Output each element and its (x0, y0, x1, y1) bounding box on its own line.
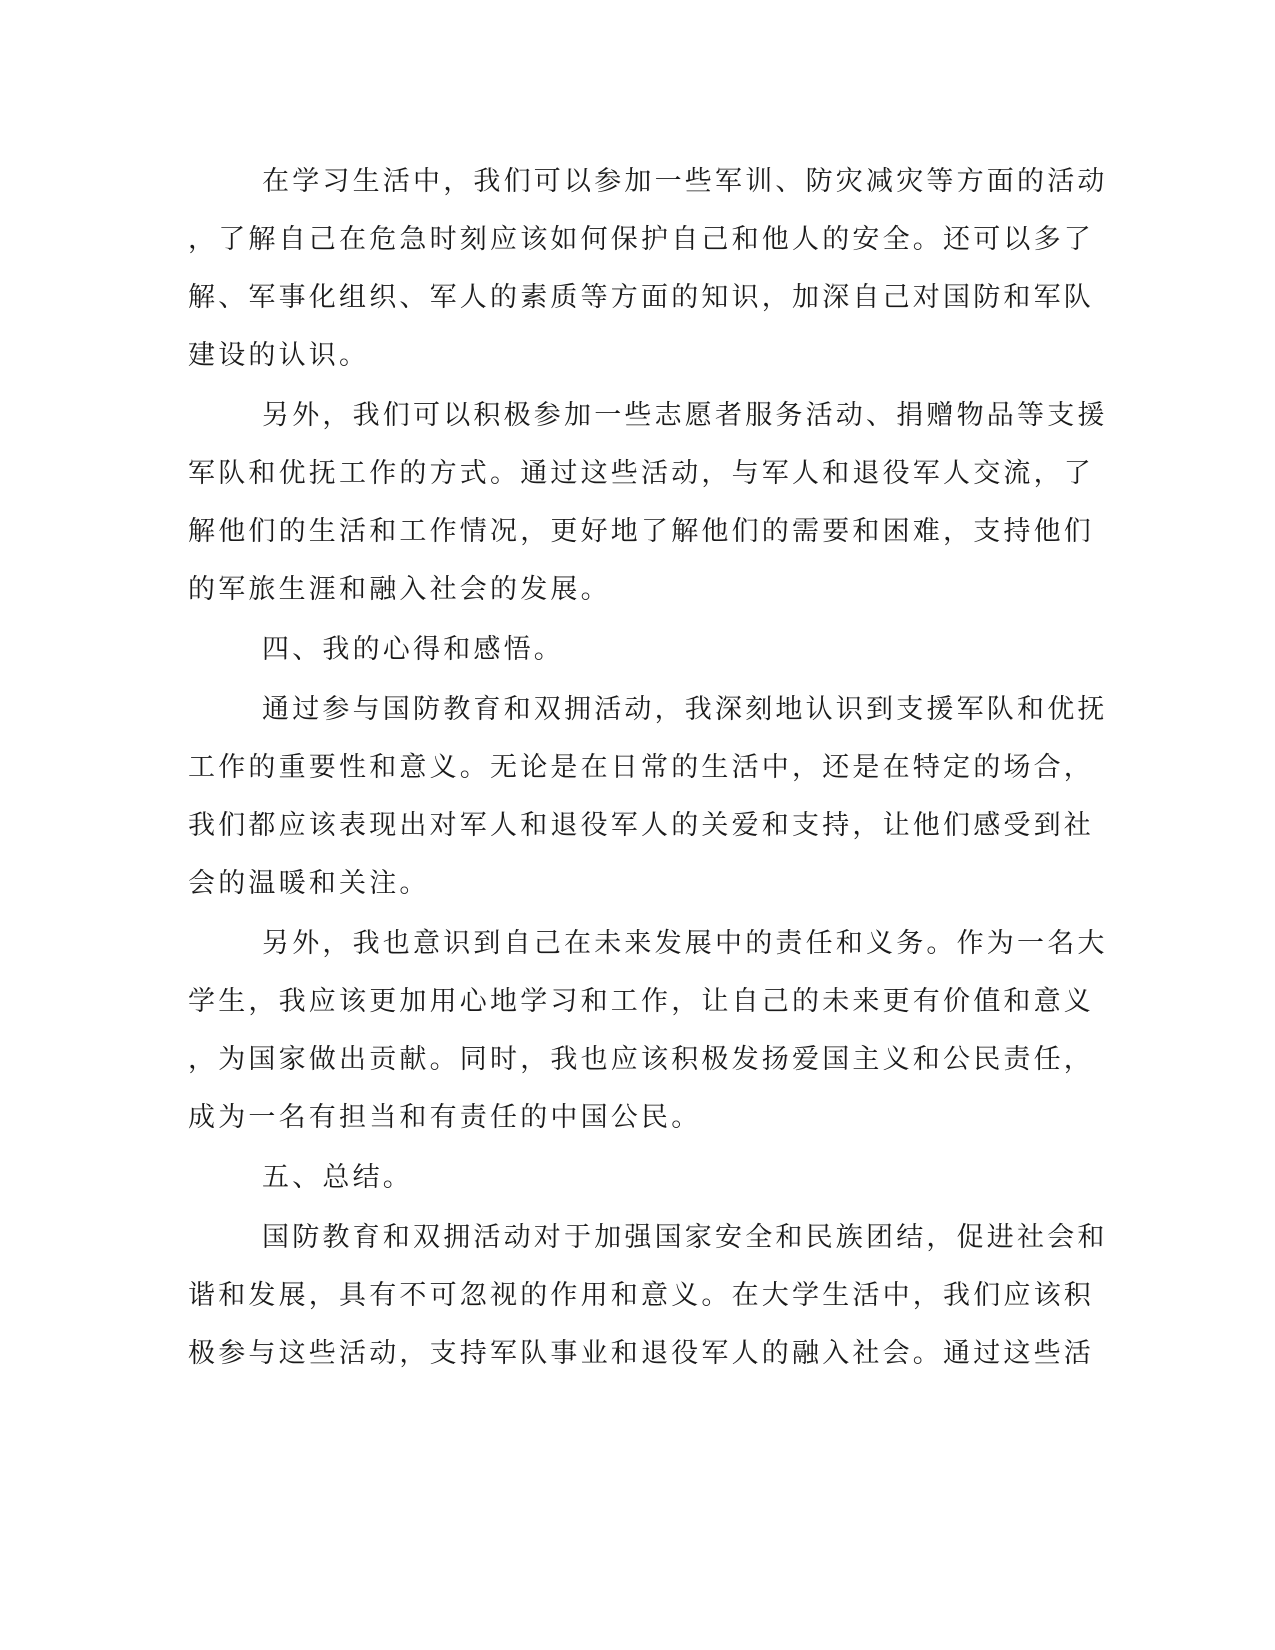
paragraph-line: 极参与这些活动，支持军队事业和退役军人的融入社会。通过这些活 (188, 1338, 1094, 1369)
paragraph-line: 建设的认识。 (188, 340, 370, 371)
paragraph-line: 成为一名有担当和有责任的中国公民。 (188, 1102, 702, 1133)
paragraph-line: 另外，我们可以积极参加一些志愿者服务活动、捐赠物品等支援 (262, 400, 1108, 431)
section-heading: 四、我的心得和感悟。 (262, 634, 564, 665)
paragraph-line: ，了解自己在危急时刻应该如何保护自己和他人的安全。还可以多了 (188, 224, 1094, 255)
paragraph-line: 军队和优抚工作的方式。通过这些活动，与军人和退役军人交流，了 (188, 458, 1094, 489)
paragraph-line: ，为国家做出贡献。同时，我也应该积极发扬爱国主义和公民责任， (188, 1044, 1094, 1075)
paragraph-line: 学生，我应该更加用心地学习和工作，让自己的未来更有价值和意义 (188, 986, 1094, 1017)
paragraph-line: 工作的重要性和意义。无论是在日常的生活中，还是在特定的场合， (188, 752, 1094, 783)
paragraph-line: 解他们的生活和工作情况，更好地了解他们的需要和困难，支持他们 (188, 516, 1094, 547)
paragraph-line: 另外，我也意识到自己在未来发展中的责任和义务。作为一名大 (262, 928, 1108, 959)
paragraph-line: 的军旅生涯和融入社会的发展。 (188, 574, 611, 605)
paragraph-line: 解、军事化组织、军人的素质等方面的知识，加深自己对国防和军队 (188, 282, 1094, 313)
paragraph-line: 会的温暖和关注。 (188, 868, 430, 899)
paragraph-line: 国防教育和双拥活动对于加强国家安全和民族团结，促进社会和 (262, 1222, 1108, 1253)
paragraph-line: 我们都应该表现出对军人和退役军人的关爱和支持，让他们感受到社 (188, 810, 1094, 841)
section-heading: 五、总结。 (262, 1162, 413, 1193)
paragraph-line: 通过参与国防教育和双拥活动，我深刻地认识到支援军队和优抚 (262, 694, 1108, 725)
paragraph-line: 在学习生活中，我们可以参加一些军训、防灾减灾等方面的活动 (262, 166, 1108, 197)
paragraph-line: 谐和发展，具有不可忽视的作用和意义。在大学生活中，我们应该积 (188, 1280, 1094, 1311)
